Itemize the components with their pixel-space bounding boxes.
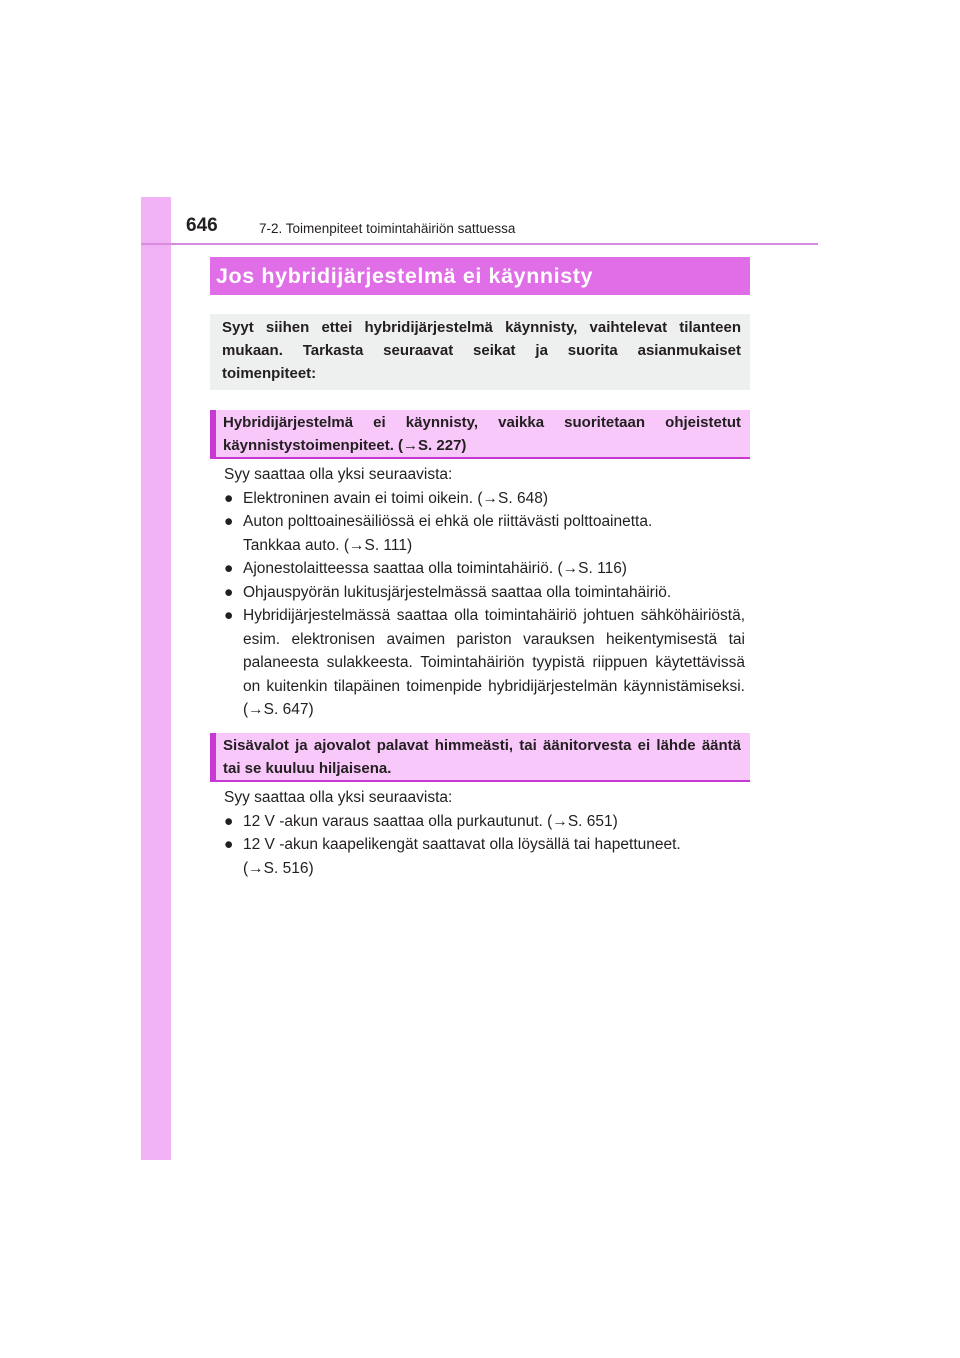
section-title: Jos hybridijärjestelmä ei käynnisty [210, 257, 750, 295]
list-item-text-continued: (→S. 516) [243, 859, 314, 877]
causes-block-2 [224, 786, 745, 880]
list-item-text: 12 V -akun kaapelikengät saattavat olla löysällä tai hapettuneet. [243, 836, 681, 853]
causes-block-1 [224, 463, 745, 722]
header-divider [141, 243, 818, 245]
list-item [224, 510, 745, 557]
causes-lead: Syy saattaa olla yksi seuraavista: [224, 466, 453, 483]
list-item [224, 487, 745, 511]
bullet-icon: ● [224, 513, 234, 530]
intro-box: Syyt siihen ettei hybridijärjestelmä käynnisty, vaihtelevat tilanteen mukaan. Tarkasta seuraavat seikat ja suorita asianmukaiset toimenpiteet: [210, 314, 750, 390]
bullet-icon: ● [224, 836, 234, 853]
list-item-text: Auton polttoainesäiliössä ei ehkä ole riittävästi polttoainetta. [243, 513, 653, 530]
bullet-icon: ● [224, 583, 234, 601]
causes-list [224, 487, 745, 722]
list-item [224, 810, 745, 834]
bullet-icon: ● [224, 560, 234, 577]
list-item-text: Elektroninen avain ei toimi oikein. (→S. 648) [243, 489, 548, 507]
list-item-text: Ohjauspyörän lukitusjärjestelmässä saattaa olla toimintahäiriö. [243, 583, 672, 601]
list-item-text: Ajonestolaitteessa saattaa olla toimintahäiriö. (→S. 116) [243, 560, 627, 577]
causes-lead: Syy saattaa olla yksi seuraavista: [224, 789, 453, 806]
bullet-icon: ● [224, 489, 234, 507]
subheading-dim-lights: Sisävalot ja ajovalot palavat himmeästi, tai äänitorvesta ei lähde ääntä tai se kuuluu hiljaisena. [210, 733, 750, 782]
chapter-title: 7-2. Toimenpiteet toimintahäiriön sattuessa [259, 221, 516, 236]
list-item-text-continued: Tankkaa auto. (→S. 111) [243, 536, 413, 554]
bullet-icon: ● [224, 607, 234, 624]
list-item [224, 604, 745, 722]
causes-list [224, 810, 745, 881]
chapter-sidebar-tab [141, 197, 171, 1160]
list-item-text: Hybridijärjestelmässä saattaa olla toimintahäiriö johtuen sähköhäiriöstä, esim. elektronisen avaimen pariston varauksen heikentymisestä tai palaneesta sulakkeesta. Toimintahäiriön tyypistä riippuen käytettävissä on kuitenkin tilapäinen toimenpide hybridijärjestelmän käynnistämiseksi. (→S. 647) [243, 607, 745, 718]
list-item-text: 12 V -akun varaus saattaa olla purkautunut. (→S. 651) [243, 812, 618, 830]
list-item [224, 581, 745, 605]
page-number: 646 [186, 215, 218, 236]
subheading-start-failure: Hybridijärjestelmä ei käynnisty, vaikka suoritetaan ohjeistetut käynnistystoimenpiteet. (→S. 227) [210, 410, 750, 459]
list-item [224, 557, 745, 581]
bullet-icon: ● [224, 812, 234, 830]
list-item [224, 833, 745, 880]
